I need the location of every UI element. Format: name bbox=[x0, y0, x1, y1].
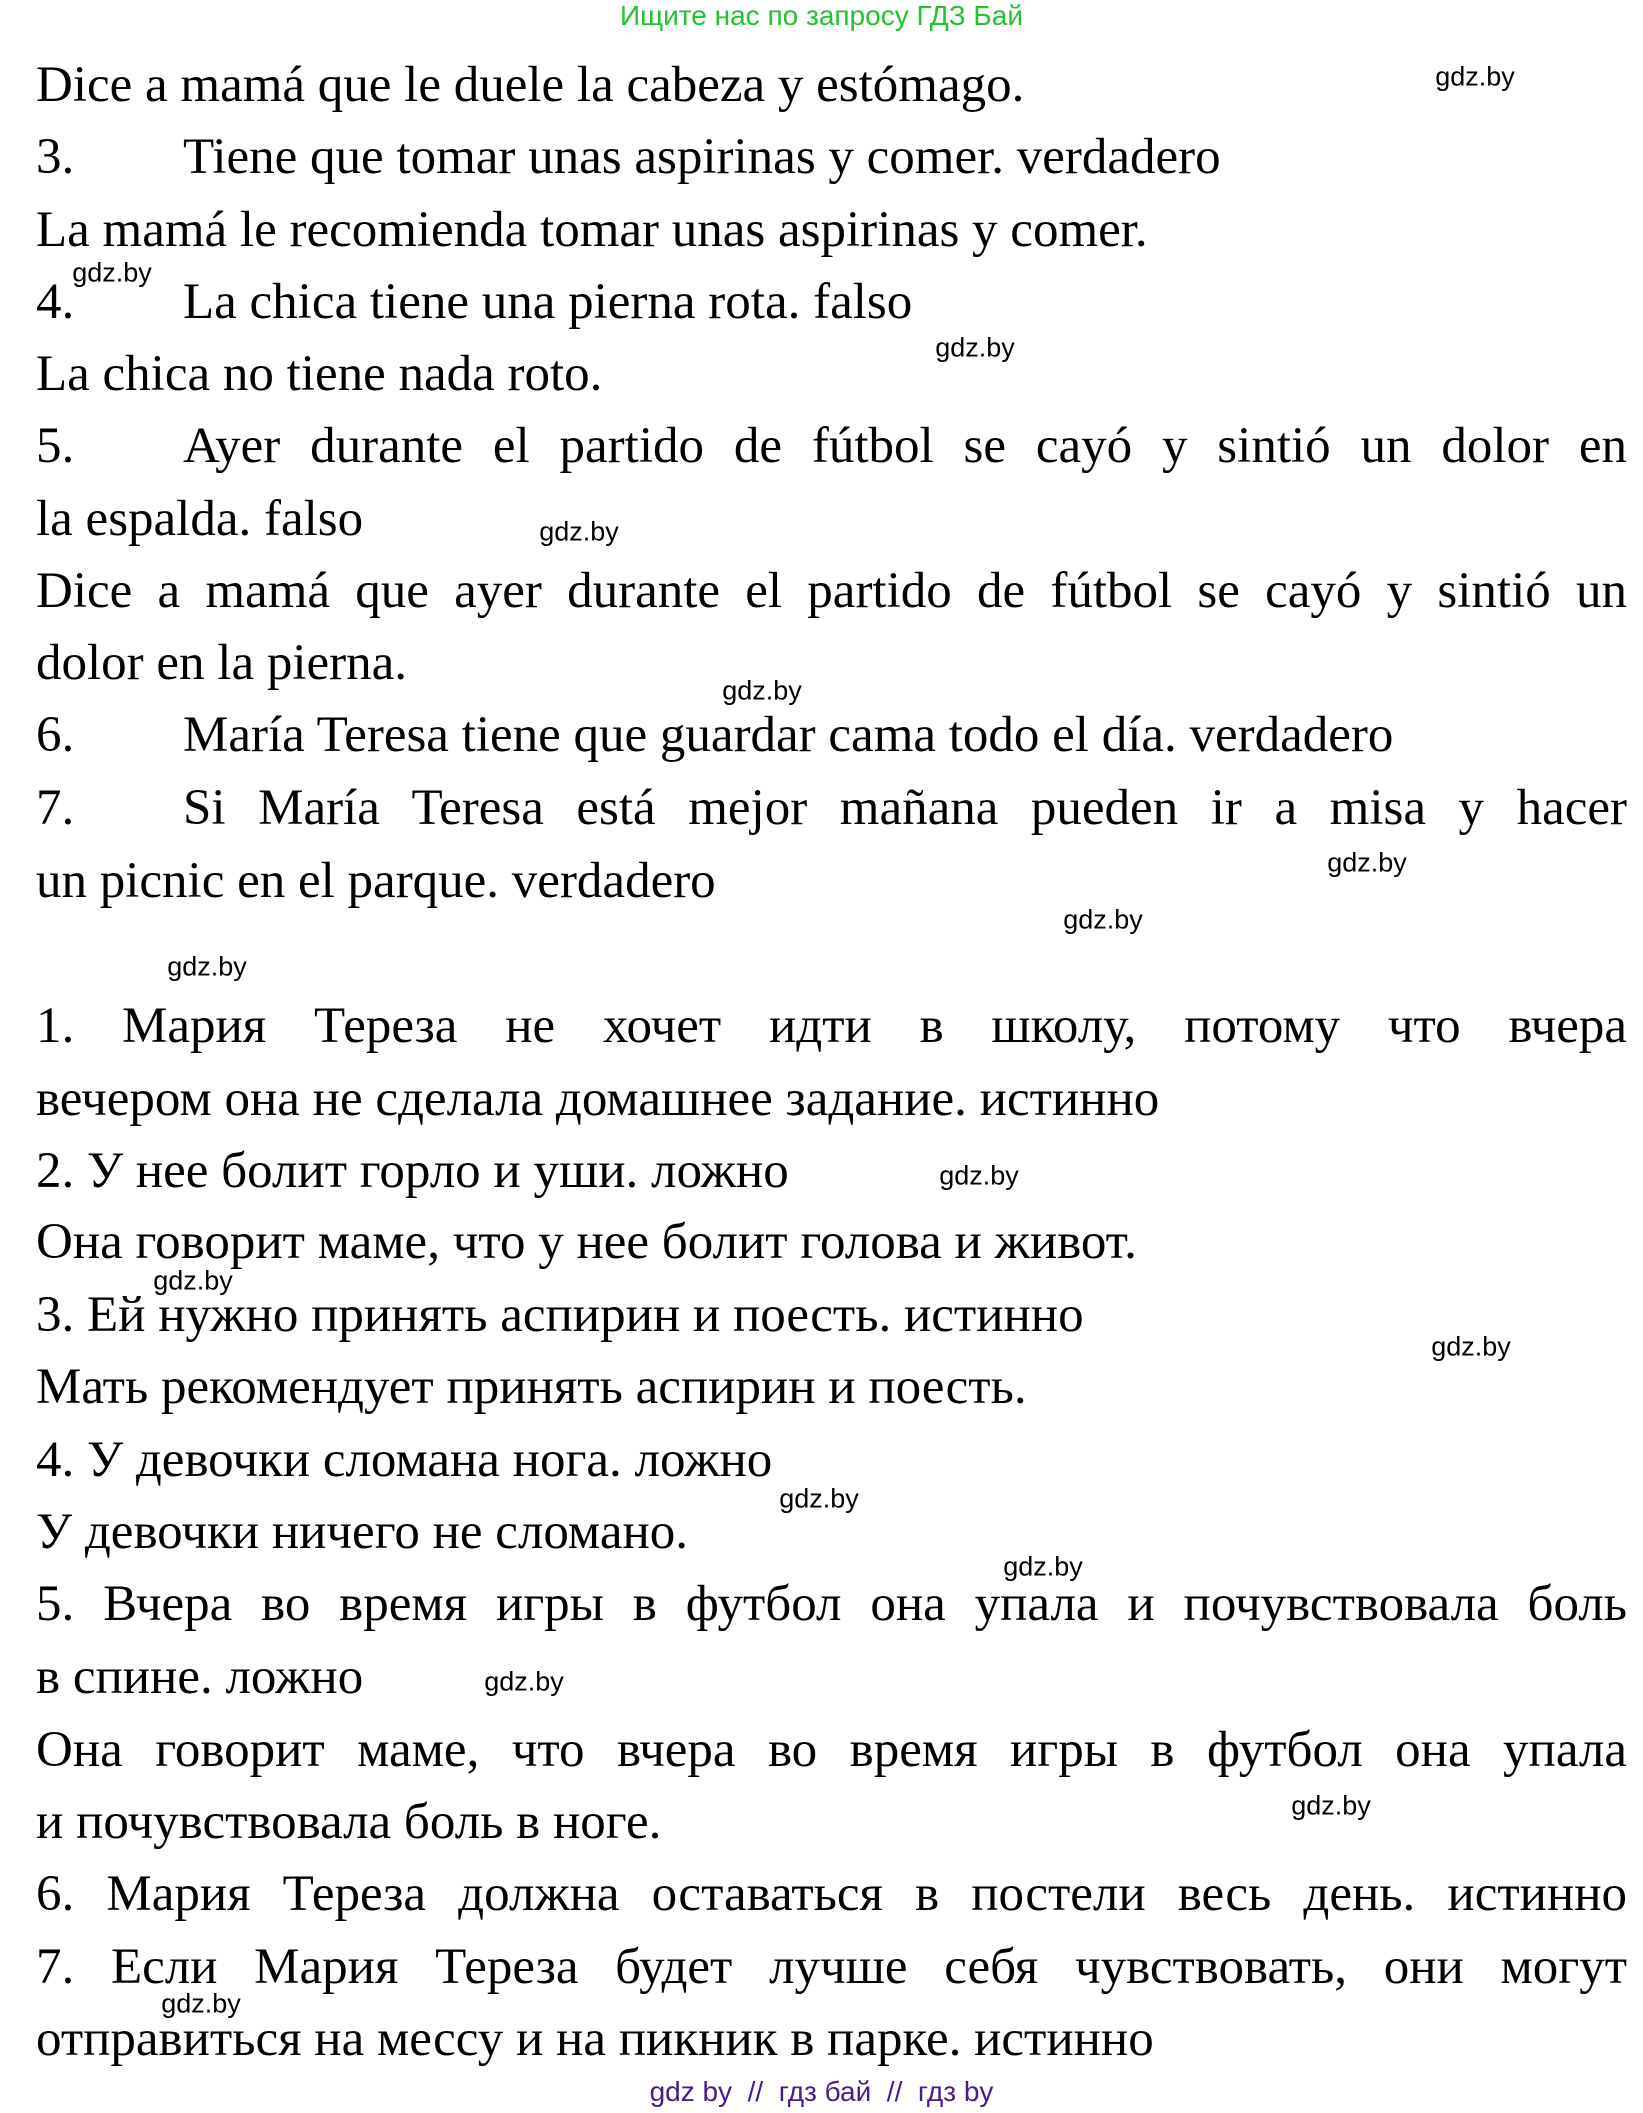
watermark: gdz.by bbox=[1063, 904, 1143, 935]
text-line: и почувствовала боль в ноге. bbox=[36, 1794, 662, 1850]
item-text: La chica tiene una pierna rota. falso bbox=[183, 274, 913, 330]
list-item bbox=[36, 121, 1627, 193]
text-line: 1. Мария Тереза не хочет идти в школу, потому что вчера bbox=[36, 998, 1627, 1054]
item-number: 5. bbox=[36, 418, 75, 474]
text-line: 7. Если Мария Тереза будет лучше себя чувствовать, они могут bbox=[36, 1939, 1627, 1995]
watermark: gdz.by bbox=[167, 951, 247, 982]
text-line: la espalda. falso bbox=[36, 491, 364, 547]
watermark: gdz.by bbox=[779, 1483, 859, 1514]
list-item bbox=[36, 410, 1627, 482]
text-line: Dice a mamá que ayer durante el partido de fútbol se cayó y sintió un bbox=[36, 563, 1627, 619]
item-text: María Teresa tiene que guardar cama todo el día. verdadero bbox=[183, 707, 1394, 763]
item-number: 4. bbox=[36, 274, 75, 330]
item-number: 6. bbox=[36, 707, 75, 763]
text-line: La mamá le recomienda tomar unas aspirinas y comer. bbox=[36, 202, 1148, 258]
item-number: 7. bbox=[36, 780, 75, 836]
text-line: Она говорит маме, что вчера во время игры в футбол она упала bbox=[36, 1722, 1627, 1778]
text-line: La chica no tiene nada roto. bbox=[36, 346, 603, 402]
list-item bbox=[36, 699, 1627, 771]
watermark: gdz.by bbox=[484, 1666, 564, 1697]
list-item bbox=[36, 772, 1627, 844]
watermark: gdz.by bbox=[161, 1988, 241, 2019]
text-line: отправиться на мессу и на пикник в парке. истинно bbox=[36, 2011, 1154, 2067]
search-banner: Ищите нас по запросу ГДЗ Бай bbox=[619, 0, 1024, 31]
watermark: gdz.by bbox=[153, 1265, 233, 1296]
text-line: un picnic en el parque. verdadero bbox=[36, 853, 716, 909]
watermark: gdz.by bbox=[722, 675, 802, 706]
watermark: gdz.by bbox=[1431, 1331, 1511, 1362]
item-text: Tiene que tomar unas aspirinas y comer. verdadero bbox=[183, 129, 1221, 185]
watermark: gdz.by bbox=[1435, 61, 1515, 92]
watermark: gdz.by bbox=[539, 516, 619, 547]
text-line: 6. Мария Тереза должна оставаться в постели весь день. истинно bbox=[36, 1866, 1627, 1922]
item-number: 3. bbox=[36, 129, 75, 185]
footer-links: gdz by // гдз бай // гдз by bbox=[649, 2076, 994, 2107]
text-line: в спине. ложно bbox=[36, 1649, 364, 1705]
text-line: dolor en la pierna. bbox=[36, 635, 408, 691]
watermark: gdz.by bbox=[939, 1160, 1019, 1191]
text-line: Dice a mamá que le duele la cabeza y estómago. bbox=[36, 57, 1025, 113]
text-line: 4. У девочки сломана нога. ложно bbox=[36, 1432, 773, 1488]
list-item bbox=[36, 266, 1627, 338]
item-text: Ayer durante el partido de fútbol se cayó y sintió un dolor en bbox=[183, 418, 1627, 474]
watermark: gdz.by bbox=[935, 332, 1015, 363]
item-text: Si María Teresa está mejor mañana pueden ir a misa y hacer bbox=[183, 780, 1627, 836]
watermark: gdz.by bbox=[1003, 1551, 1083, 1582]
watermark: gdz.by bbox=[1291, 1790, 1371, 1821]
text-line: 3. Ей нужно принять аспирин и поесть. истинно bbox=[36, 1287, 1084, 1343]
text-line: 2. У нее болит горло и уши. ложно bbox=[36, 1143, 789, 1199]
text-line: 5. Вчера во время игры в футбол она упала и почувствовала боль bbox=[36, 1576, 1627, 1632]
text-line: Мать рекомендует принять аспирин и поесть. bbox=[36, 1359, 1027, 1415]
watermark: gdz.by bbox=[1327, 847, 1407, 878]
text-line: Она говорит маме, что у нее болит голова и живот. bbox=[36, 1214, 1137, 1270]
text-line: вечером она не сделала домашнее задание. истинно bbox=[36, 1071, 1160, 1127]
watermark: gdz.by bbox=[72, 257, 152, 288]
text-line: У девочки ничего не сломано. bbox=[36, 1504, 688, 1560]
